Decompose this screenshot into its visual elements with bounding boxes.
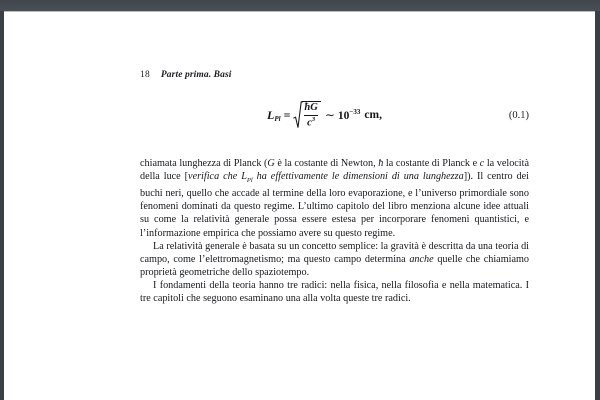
running-head <box>140 70 529 80</box>
fraction-numerator: ħG <box>304 102 318 113</box>
display-equation <box>140 101 529 135</box>
body-text-run: chiamata lunghezza di Planck ( <box>140 158 268 169</box>
equation-lhs-subscript: Pl <box>274 114 281 123</box>
body-text-run: quelle che chiamiamo proprietà geometriche dello spaziotempo. <box>140 253 529 278</box>
body-text <box>140 157 529 305</box>
emphasis-text: anche <box>409 253 434 265</box>
page-number: 18 <box>140 70 150 80</box>
body-text-run: La relatività generale è basata su un concetto semplice: la gravità è descritta da una teoria di campo, come l’elettromagnetismo; ma questo campo determina <box>140 240 529 265</box>
body-text-run: ]). Il centro dei buchi neri, quello che accade al termine della loro evaporazione, e l’universo primordiale sono fenomeni dominati da questo regime. L’ultimo capitolo del libro menziona alcune idee attuali su come la relatività generale possa essere estesa per incorporare fenomeni quantistici, e l’informazione empirica che possiamo avere su questo regime. <box>140 171 529 239</box>
body-text-run: la velocità della luce [ <box>140 158 529 183</box>
emphasis-text: verifica che <box>188 171 242 183</box>
running-head-title: Parte prima. Basi <box>160 70 232 80</box>
math-variable: ħ <box>378 158 384 169</box>
math-variable: G <box>267 158 275 169</box>
equation-power: $10^{-33}$ <box>337 108 361 122</box>
square-root <box>293 101 320 129</box>
math-variable: c <box>479 158 485 169</box>
equation-equals-sign: = <box>283 107 291 122</box>
equation-number: (0.1) <box>508 110 529 121</box>
body-text-run: è la costante di Newton, <box>274 158 379 169</box>
viewer-gutter-right <box>595 11 600 400</box>
body-text-run: la costante di Planck e <box>383 158 480 169</box>
equation-exponent: −33 <box>349 108 361 116</box>
equation-unit: cm, <box>364 109 382 121</box>
emphasis-text: ha effettivamente le dimensioni di una lunghezza <box>252 171 464 183</box>
radical-sign-icon <box>293 101 303 129</box>
math-variable: $L_{Pl}$ <box>241 171 253 185</box>
document-page <box>4 11 595 400</box>
equation-expression <box>267 101 382 129</box>
equation-lhs: $L_{Pl}$ <box>267 107 281 123</box>
fraction-denominator: $c^3$ <box>307 115 316 129</box>
body-text-run: I fondamenti della teoria hanno tre radici: nella fisica, nella filosofia e nella matematica. I tre capitoli che seguono esaminano una alla volta queste tre radici. <box>140 279 529 304</box>
radicand-fraction <box>302 101 320 129</box>
math-variable-subscript: Pl <box>246 177 253 185</box>
paragraph-planck-length <box>140 157 529 240</box>
paragraph-three-roots <box>140 279 529 305</box>
equation-approx-sign: ∼ <box>324 107 335 122</box>
viewer-backdrop-top <box>0 0 600 11</box>
paragraph-general-relativity <box>140 240 529 279</box>
